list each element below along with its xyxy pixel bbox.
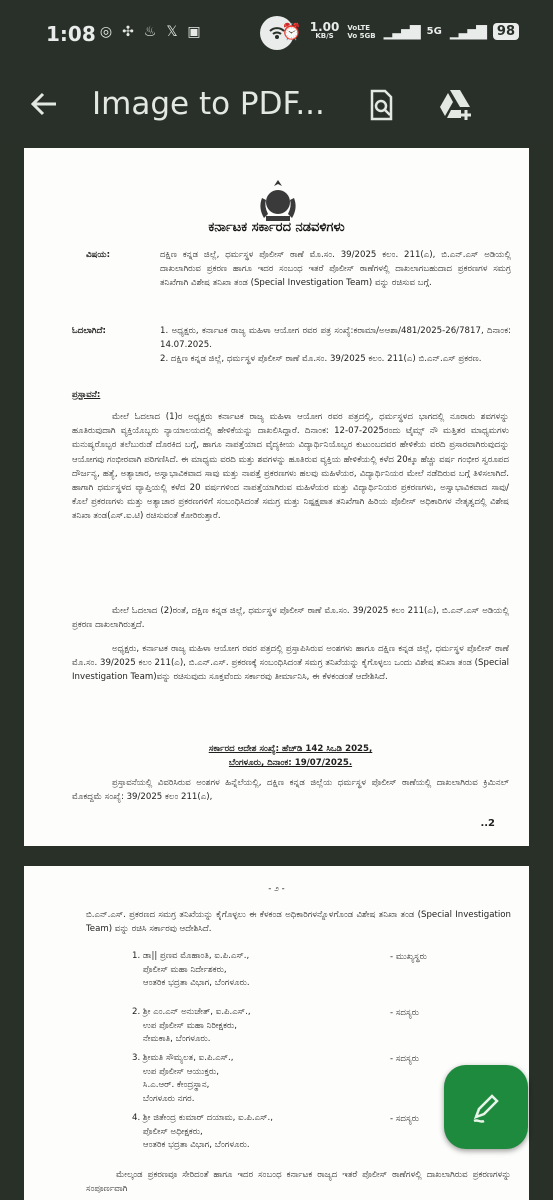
subject-label: ವಿಷಯ:	[86, 250, 111, 260]
speed-value: 1.00	[309, 19, 340, 34]
network-type: 5G	[426, 26, 442, 37]
preamble-label	[72, 388, 511, 402]
chef-icon: ♨	[143, 24, 157, 40]
member-3: 3. ಶ್ರೀಮತಿ ಸೌಮ್ಯಲತ, ಐ.ಪಿ.ಎಸ್., ಉಪ ಪೊಲೀಸ್ ಆಯುಕ್ತರು, ಸಿ.ಎ.ಆರ್. ಕೇಂದ್ರಸ್ಥಾನ, ಬೆಂಗಳೂರು ನಗರ.	[132, 1053, 234, 1104]
emblem-icon	[252, 178, 304, 224]
document-page-2	[24, 866, 529, 1200]
paragraph-1-text: ಮೇಲೆ ಓದಲಾದ (1)ರ ಅಧ್ಯಕ್ಷರು ಕರ್ನಾಟಕ ರಾಜ್ಯ ಮಹಿಳಾ ಆಯೋಗ ರವರ ಪತ್ರದಲ್ಲಿ, ಧರ್ಮಸ್ಥಳದ ಭಾಗದಲ್ಲಿ ನೂರಾರು ಶವಗಳನ್ನು ಹೂತಿರುವುದಾಗಿ ವ್ಯಕ್ತಿಯೊಬ್ಬರು ನ್ಯಾಯಾಲಯದಲ್ಲಿ ಹೇಳಿಕೆಯನ್ನು ದಾಖಲಿಸಿದ್ದಾರೆ. ದಿನಾಂಕ: 12-07-2025ರಂದು ಟೈಮ್ಸ್ ನೌ ಮತ್ತಿತರ ಮಾಧ್ಯಮಗಳು ಮನುಷ್ಯರೊಬ್ಬರ ತಲೆಬುರುಡೆ ದೊರಕಿದ ಬಗ್ಗೆ, ಹಾಗೂ ನಾಪತ್ತೆಯಾದ ವೈದ್ಯಕೀಯ ವಿದ್ಯಾರ್ಥಿನಿಯೊಬ್ಬರ ಕುಟುಂಬದವರ ಹೇಳಿಕೆಯ ವರದಿ ಪ್ರಸಾರವಾಗಿರುವುದನ್ನು ಆಯೋಗವು ಗಂಭೀರವಾಗಿ ಪರಿಗಣಿಸಿದೆ. ಈ ಮಾಧ್ಯಮ ವರದಿ ಮತ್ತು ಶವಗಳನ್ನು ಹೂತಿರುವ ವ್ಯಕ್ತಿಯ ಹೇಳಿಕೆಯಲ್ಲಿ ಕಳೆದ 20ಕ್ಕೂ ಹೆಚ್ಚು ವರ್ಷ ಗಂಭೀರ ಸ್ವರೂಪದ ದೌರ್ಜನ್ಯ, ಹತ್ಯೆ, ಅತ್ಯಾಚಾರ, ಅಸ್ವಾಭಾವಿಕವಾದ ಸಾವು ಮತ್ತು ನಾಪತ್ತೆ ಪ್ರಕರಣಗಳು ಹಲವು ಮಹಿಳೆಯರ, ವಿದ್ಯಾರ್ಥಿನಿಯರ ಮೇಲೆ ನಡೆದಿರುವ ಬಗ್ಗೆ ತಿಳಿಸಲಾಗಿದೆ. ಹಾಗಾಗಿ ಧರ್ಮಸ್ಥಳದ ವ್ಯಾಪ್ತಿಯಲ್ಲಿ ಕಳೆದ 20 ವರ್ಷಗಳಿಂದ ನಾಪತ್ತೆಯಾಗಿರುವ ಮಹಿಳೆಯರ ಮತ್ತು ವಿದ್ಯಾರ್ಥಿನಿಯರ ಪ್ರಕರಣಗಳು, ಅಸ್ವಾಭಾವಿಕವಾದ ಸಾವು/ ಕೊಲೆ ಪ್ರಕರಣಗಳು ಮತ್ತು ಅತ್ಯಾಚಾರ ಪ್ರಕರಣಗಳಿಗೆ ಸಂಬಂಧಿಸಿದಂತೆ ಸಮಗ್ರ ಮತ್ತು ನಿಷ್ಪಕ್ಷಪಾತ ತನಿಖೆಗಾಗಿ ಹಿರಿಯ ಪೊಲೀಸ್ ಅಧಿಕಾರಿಗಳ ನೇತೃತ್ವದಲ್ಲಿ ವಿಶೇಷ ತನಿಖಾ ತಂಡ(ಎಸ್.ಐ.ಟಿ) ರಚಿಸುವಂತೆ ಕೋರಿರುತ್ತಾರೆ.	[72, 412, 509, 522]
page-title: Image to PDF...	[92, 86, 325, 122]
order-line-2: ಬೆಂಗಳೂರು, ದಿನಾಂಕ: 19/07/2025.	[228, 758, 353, 769]
read-item-1: 1. ಅಧ್ಯಕ್ಷರು, ಕರ್ನಾಟಕ ರಾಜ್ಯ ಮಹಿಳಾ ಆಯೋಗ ರವರ ಪತ್ರ ಸಂಖ್ಯೆ:ಕರಾಮಾ/ಅಆಶಾ/481/2025-26/7817, ದಿನಾಂಕ: 14.07.2025.	[160, 326, 511, 351]
member-1: 1. ಡಾ|| ಪ್ರಣವ ಮೊಹಾಂತಿ, ಐ.ಪಿ.ಎಸ್., ಪೊಲೀಸ್ ಮಹಾ ನಿರ್ದೇಶಕರು, ಆಂತರಿಕ ಭದ್ರತಾ ವಿಭಾಗ, ಬೆಂಗಳೂರು.	[132, 951, 250, 989]
page-2-footer	[86, 1168, 511, 1196]
document-heading: ಕರ್ನಾಟಕ ಸರ್ಕಾರದ ನಡವಳಿಗಳು	[208, 220, 345, 235]
paragraph-4-text: ಪ್ರಸ್ತಾವನೆಯಲ್ಲಿ ವಿವರಿಸಿರುವ ಅಂಶಗಳ ಹಿನ್ನೆಲೆಯಲ್ಲಿ, ದಕ್ಷಿಣ ಕನ್ನಡ ಜಿಲ್ಲೆಯ ಧರ್ಮಸ್ಥಳ ಪೊಲೀಸ್ ಠಾಣೆಯಲ್ಲಿ ದಾಖಲಾಗಿರುವ ಕ್ರಿಮಿನಲ್ ಮೊಕದ್ದಮೆ ಸಂಖ್ಯೆ: 39/2025 ಕಲಂ 211(ಎ),	[72, 778, 509, 803]
preamble-label-text: ಪ್ರಸ್ತಾವನೆ:	[72, 390, 101, 400]
document-page-1	[24, 148, 529, 846]
order-line-1: ಸರ್ಕಾರದ ಆದೇಶ ಸಂಖ್ಯೆ: ಹೆಚ್‌ಡಿ 142 ಸಿಒಡಿ 2025,	[208, 744, 373, 754]
page-number: ..2	[480, 818, 495, 829]
page-2-intro	[86, 908, 511, 936]
page-2-header: - ೨ -	[268, 884, 285, 894]
drive-add-icon[interactable]	[438, 88, 472, 122]
paragraph-2-text: ಮೇಲೆ ಓದಲಾದ (2)ರಂತೆ, ದಕ್ಷಿಣ ಕನ್ನಡ ಜಿಲ್ಲೆ, ಧರ್ಮಸ್ಥಳ ಪೊಲೀಸ್ ಠಾಣೆ ಮೊ.ಸಂ. 39/2025 ಕಲಂ 211(ಎ), ಬಿ.ಎನ್.ಎಸ್ ಅಡಿಯಲ್ಲಿ ಪ್ರಕರಣ ದಾಖಲಾಗಿರುತ್ತದೆ.	[72, 606, 509, 631]
paragraph-3	[72, 642, 509, 685]
paragraph-2	[72, 604, 509, 632]
paragraph-1	[72, 410, 509, 524]
order-number	[72, 742, 509, 770]
read-item-2: 2. ದಕ್ಷಿಣ ಕನ್ನಡ ಜಿಲ್ಲೆ, ಧರ್ಮಸ್ಥಳ ಪೊಲೀಸ್ ಠಾಣೆ ಮೊ.ಸಂ. 39/2025 ಕಲಂ. 211(ಎ) ಬಿ.ಎನ್.ಎಸ್ ಪ್ರಕರಣ.	[160, 354, 482, 365]
alarm-icon: ⏰	[281, 22, 302, 41]
volte-indicator: VoLTE Vo 5GB	[347, 23, 376, 40]
status-right	[281, 19, 519, 41]
whatsapp-icon: ◎	[99, 24, 113, 40]
app-bar	[0, 68, 553, 144]
member-4-role: - ಸದಸ್ಯರು	[390, 1114, 419, 1124]
speed-unit: KB/S	[315, 31, 334, 40]
member-3-role: - ಸದಸ್ಯರು	[390, 1054, 419, 1064]
status-time: 1:08	[46, 22, 96, 46]
page-2-intro-text: ಬಿ.ಎನ್.ಎಸ್. ಪ್ರಕರಣದ ಸಮಗ್ರ ತನಿಖೆಯನ್ನು ಕೈಗೊಳ್ಳಲು ಈ ಕೆಳಕಂಡ ಅಧಿಕಾರಿಗಳನ್ನೊಳಗೊಂಡ ವಿಶೇಷ ತನಿಖಾ ತಂಡ (Special Investigation Team) ವನ್ನು ರಚಿಸಿ ಸರ್ಕಾರವು ಆದೇಶಿಸಿದೆ.	[86, 910, 511, 935]
read-block	[72, 324, 511, 367]
edit-pen-icon	[470, 1091, 502, 1123]
x-icon: 𝕏	[166, 24, 178, 40]
android-icon: ▣	[187, 24, 201, 40]
subject-block	[86, 248, 511, 291]
battery-level: 98	[493, 23, 519, 40]
page-2-footer-text: ಮೇಲ್ಕಂಡ ಪ್ರಕರಣವೂ ಸೇರಿದಂತೆ ಹಾಗೂ ಇದರ ಸಂಬಂಧ ಕರ್ನಾಟಕ ರಾಜ್ಯದ ಇತರೆ ಪೊಲೀಸ್ ಠಾಣೆಗಳಲ್ಲಿ ದಾಖಲಾಗಿರುವ ಪ್ರಕರಣಗಳನ್ನು ಸಂಪೂರ್ಣವಾಗಿ	[86, 1170, 511, 1195]
edit-fab-button[interactable]	[444, 1065, 528, 1149]
status-bar	[0, 0, 553, 68]
network-speed	[309, 19, 340, 41]
signal-icon: ▁▃▅▇	[383, 23, 419, 40]
paragraph-3-text: ಅಧ್ಯಕ್ಷರು, ಕರ್ನಾಟಕ ರಾಜ್ಯ ಮಹಿಳಾ ಆಯೋಗ ರವರ ಪತ್ರದಲ್ಲಿ ಪ್ರಸ್ತಾಪಿಸಿರುವ ಅಂಶಗಳು ಹಾಗೂ ದಕ್ಷಿಣ ಕನ್ನಡ ಜಿಲ್ಲೆ, ಧರ್ಮಸ್ಥಳ ಪೊಲೀಸ್ ಠಾಣೆ ಮೊ.ಸಂ. 39/2025 ಕಲಂ 211(ಎ), ಬಿ.ಎನ್.ಎಸ್. ಪ್ರಕರಣಕ್ಕೆ ಸಂಬಂಧಿಸಿದಂತೆ ಸಮಗ್ರ ತನಿಖೆಯನ್ನು ಕೈಗೊಳ್ಳಲು ಒಂದು ವಿಶೇಷ ತನಿಖಾ ತಂಡ (Special Investigation Team)ವನ್ನು ರಚಿಸುವುದು ಸೂಕ್ತವೆಂದು ಸರ್ಕಾರವು ತೀರ್ಮಾನಿಸಿ, ಈ ಕೆಳಕಂಡಂತೆ ಆದೇಶಿಸಿದೆ.	[72, 644, 509, 683]
notification-icons	[98, 24, 202, 40]
paragraph-4	[72, 776, 509, 804]
member-1-role: - ಮುಖ್ಯಸ್ಥರು	[390, 952, 427, 962]
subject-text: ದಕ್ಷಿಣ ಕನ್ನಡ ಜಿಲ್ಲೆ, ಧರ್ಮಸ್ಥಳ ಪೊಲೀಸ್ ಠಾಣೆ ಮೊ.ಸಂ. 39/2025 ಕಲಂ. 211(ಎ), ಬಿ.ಎನ್.ಎಸ್ ಅಡಿಯಲ್ಲಿ ದಾಖಲಾಗಿರುವ ಪ್ರಕರಣ ಹಾಗೂ ಇದರ ಸಂಬಂಧ ಇತರೆ ಪೊಲೀಸ್ ಠಾಣೆಗಳಲ್ಲಿ ದಾಖಲಾಗಬಹುದಾದ ಪ್ರಕರಣಗಳ ಸಮಗ್ರ ತನಿಖೆಗಾಗಿ ವಿಶೇಷ ತನಿಖಾ ತಂಡ (Special Investigation Team) ವನ್ನು ರಚಿಸುವ ಬಗ್ಗೆ.	[160, 250, 511, 289]
member-4: 4. ಶ್ರೀ ಜಿತೇಂದ್ರ ಕುಮಾರ್ ದಯಾಮ, ಐ.ಪಿ.ಎಸ್., ಪೊಲೀಸ್ ಅಧೀಕ್ಷಕರು, ಆಂತರಿಕ ಭದ್ರತಾ ವಿಭಾಗ, ಬೆಂಗಳೂರು.	[132, 1113, 273, 1151]
read-label: ಓದಲಾಗಿದೆ:	[72, 326, 106, 336]
member-2-role: - ಸದಸ್ಯರು	[390, 1008, 419, 1018]
member-2: 2. ಶ್ರೀ ಎಂ.ಎನ್ ಅನುಚೇತ್, ಐ.ಪಿ.ಎಸ್., ಉಪ ಪೊಲೀಸ್ ಮಹಾ ನಿರೀಕ್ಷಕರು, ನೇಮಕಾತಿ, ಬೆಂಗಳೂರು.	[132, 1007, 251, 1045]
arrow-left-icon[interactable]	[28, 88, 60, 120]
signal2-icon: ▁▃▅▇	[449, 23, 485, 40]
pinwheel-icon: ✣	[122, 24, 134, 40]
document-search-icon[interactable]	[364, 88, 398, 122]
